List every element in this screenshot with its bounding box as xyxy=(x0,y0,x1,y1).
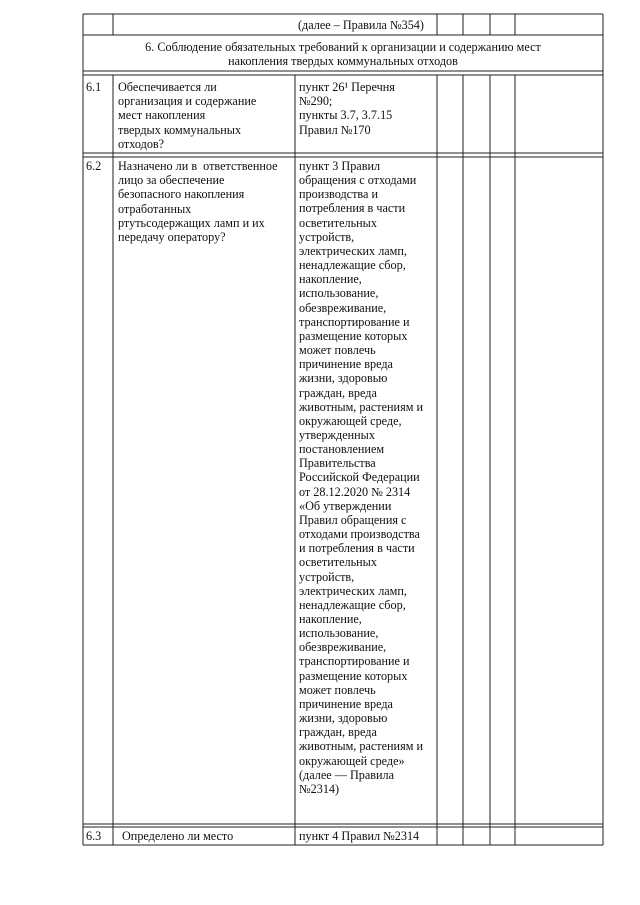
top-row-source-tail: (далее – Правила №354) xyxy=(298,18,424,32)
row-question: Обеспечивается ли организация и содержание мест накопления твердых коммунальных отходов? xyxy=(118,80,257,151)
row-legal-source: пункт 26¹ Перечня №290; пункты 3.7, 3.7.15 Правил №170 xyxy=(299,80,395,137)
row-number: 6.2 xyxy=(86,159,102,173)
row-legal-source: пункт 3 Правил обращения с отходами производства и потребления в части осветительных устройств, электрических ламп, ненадлежащие сбор, накопление, использование, обезвреживание, транспортирование и размещение которых может повлечь причинение вреда жизни, здоровью граждан, вреда животным, растениям и окружающей среде, утвержденных постановлением Правительства Российской Федерации от 28.12.2020 № 2314 «Об утверждении Правил обращения с отходами производства и потребления в части осветительных устройств, электрических ламп, ненадлежащие сбор, накопление, использование, обезвреживание, транспортирование и размещение которых может повлечь причинение вреда жизни, здоровью граждан, вреда животным, растениям и окружающей среде» (далее — Правила №2314) xyxy=(299,159,423,796)
section-title-line-2: накопления твердых коммунальных отходов xyxy=(228,54,458,69)
row-question: Определено ли место xyxy=(122,829,234,843)
section-title xyxy=(83,40,603,68)
row-question: Назначено ли в ответственное лицо за обеспечение безопасного накопления отработанных ртутьсодержащих ламп и их передачу оператору? xyxy=(118,159,278,245)
section-title-line-1: 6. Соблюдение обязательных требований к организации и содержанию мест xyxy=(145,40,541,54)
row-legal-source: пункт 4 Правил №2314 xyxy=(299,829,420,843)
row-number: 6.1 xyxy=(86,80,102,94)
row-number: 6.3 xyxy=(86,829,102,843)
